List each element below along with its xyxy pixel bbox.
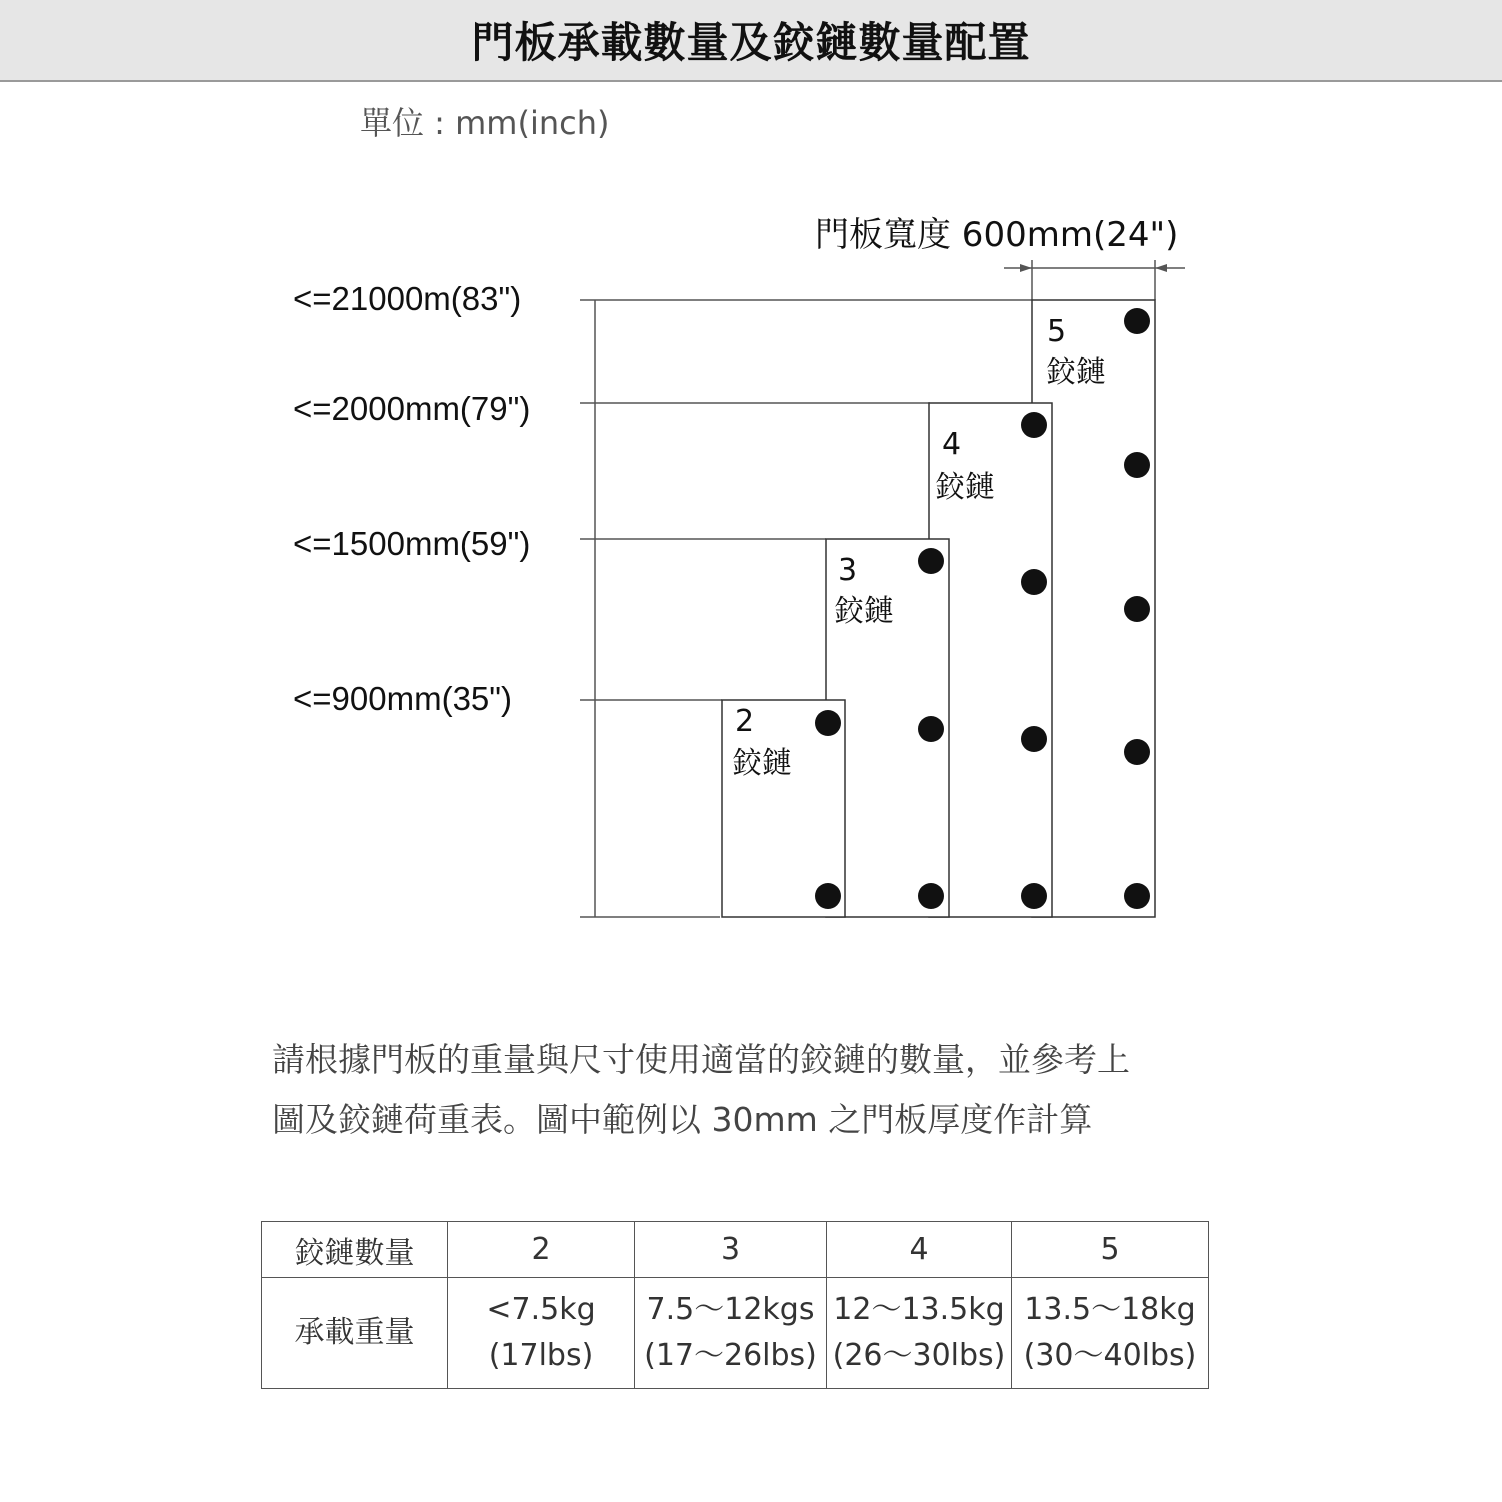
panel-3-count: 3	[838, 553, 858, 588]
panel-2-label: 鉸鏈	[732, 746, 792, 781]
table-row-load-weight	[262, 1278, 1209, 1389]
table-cell-weight	[827, 1278, 1012, 1389]
height-label-2: <=2000mm(79")	[293, 390, 531, 427]
hinge-dot-icon	[918, 883, 944, 909]
hinge-dot-icon	[1021, 726, 1047, 752]
hinge-dot-icon	[1124, 596, 1150, 622]
weight-kg: 13.5～18kg	[1024, 1292, 1196, 1327]
weight-lbs: (17lbs)	[488, 1338, 594, 1373]
height-label-3: <=1500mm(59")	[293, 525, 531, 562]
arrowhead-left	[1020, 264, 1032, 272]
hinge-dot-icon	[1124, 308, 1150, 334]
panel-5-count: 5	[1047, 314, 1067, 349]
table-cell-count: 2	[448, 1222, 635, 1278]
description	[272, 1030, 1232, 1150]
weight-lbs: (30～40lbs)	[1023, 1338, 1197, 1373]
weight-lbs: (26～30lbs)	[832, 1338, 1006, 1373]
table-cell-weight	[635, 1278, 827, 1389]
width-label: 門板寬度 600mm(24")	[815, 215, 1179, 255]
hinge-dot-icon	[1124, 452, 1150, 478]
panel-2-count: 2	[735, 704, 755, 739]
panel-5-label: 鉸鏈	[1046, 355, 1106, 390]
height-label-4: <=900mm(35")	[293, 680, 512, 717]
hinge-dot-icon	[1021, 569, 1047, 595]
hinge-load-table	[261, 1221, 1209, 1389]
weight-lbs: (17～26lbs)	[644, 1338, 817, 1373]
panel-4-count: 4	[942, 427, 962, 462]
weight-kg: 12～13.5kg	[833, 1292, 1005, 1327]
table-cell-weight	[1012, 1278, 1209, 1389]
hinge-dot-icon	[1124, 883, 1150, 909]
table-cell-weight	[448, 1278, 635, 1389]
arrowhead-right	[1155, 264, 1167, 272]
height-label-1: <=21000m(83")	[293, 280, 522, 317]
panel-4-label: 鉸鏈	[935, 470, 995, 505]
hinge-dot-icon	[815, 710, 841, 736]
width-dimension	[1004, 260, 1185, 300]
row-header-load-weight: 承載重量	[262, 1278, 448, 1389]
hinge-dot-icon	[918, 548, 944, 574]
hinge-dot-icon	[1021, 412, 1047, 438]
table-cell-count: 3	[635, 1222, 827, 1278]
row-header-hinge-count: 鉸鏈數量	[262, 1222, 448, 1278]
table-row-hinge-count	[262, 1222, 1209, 1278]
weight-kg: <7.5kg	[486, 1292, 596, 1327]
description-line-2: 圖及鉸鏈荷重表。圖中範例以 30mm 之門板厚度作計算	[272, 1100, 1093, 1139]
description-line-1: 請根據門板的重量與尺寸使用適當的鉸鏈的數量，並參考上	[272, 1040, 1130, 1079]
panel-3-label: 鉸鏈	[834, 594, 894, 629]
unit-label: 單位 : mm(inch)	[360, 104, 610, 142]
table-cell-count: 4	[827, 1222, 1012, 1278]
hinge-dot-icon	[815, 883, 841, 909]
page-title: 門板承載數量及鉸鏈數量配置	[471, 18, 1031, 67]
hinge-dot-icon	[1124, 739, 1150, 765]
hinge-dot-icon	[918, 716, 944, 742]
table-cell-count: 5	[1012, 1222, 1209, 1278]
weight-kg: 7.5～12kgs	[646, 1292, 815, 1327]
hinge-dot-icon	[1021, 883, 1047, 909]
